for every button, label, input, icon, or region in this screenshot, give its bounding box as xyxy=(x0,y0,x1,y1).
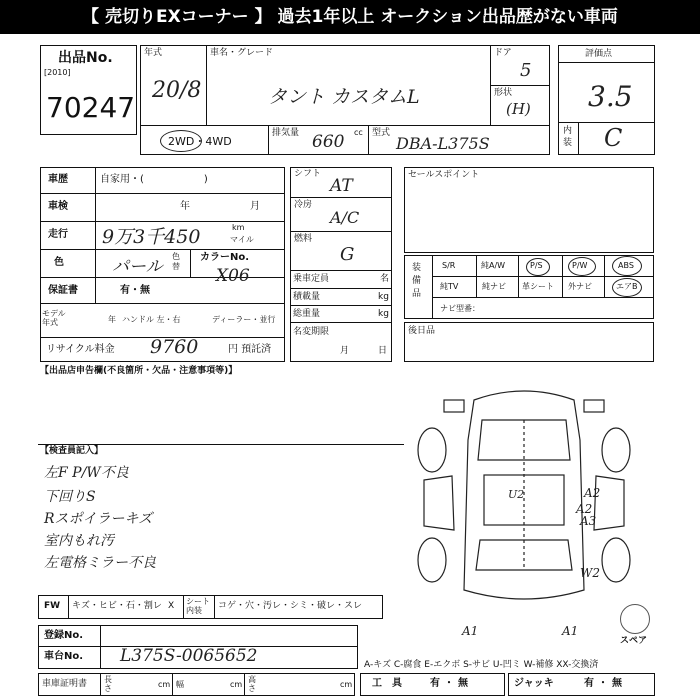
height-label: 高さ xyxy=(248,675,256,693)
diagram-mark-u2: U2 xyxy=(508,488,525,501)
inspect-year: 年 xyxy=(180,201,190,212)
color-label: 色 xyxy=(54,257,64,268)
equip-abs: ABS xyxy=(618,261,634,270)
width-label: 幅 xyxy=(176,680,184,689)
color-code-label: カラーNo. xyxy=(200,252,250,263)
fw-x: X xyxy=(168,601,175,611)
rename-label: 名変期限 xyxy=(293,327,330,337)
score-label: 評価点 xyxy=(585,49,613,59)
mileage-km: km xyxy=(232,223,245,232)
drive-option: 2WD・4WD xyxy=(168,135,232,148)
jack-label: ジャッキ xyxy=(514,678,554,689)
fw-label: FW xyxy=(44,601,61,611)
color-change: 色替 xyxy=(172,252,180,271)
color-code-value: X06 xyxy=(216,266,250,286)
tool-label: 工具 xyxy=(372,678,412,689)
navi-label: ナビ型番： xyxy=(440,304,480,313)
fuel-label: 燃料 xyxy=(294,234,313,244)
mileage-value: 9万3千450 xyxy=(102,226,201,248)
name-value: タント カスタムL xyxy=(268,86,420,108)
height-unit: cm xyxy=(340,680,353,689)
notes-box xyxy=(404,322,654,362)
equip-navi: 純ナビ xyxy=(482,282,506,291)
circle-airbag xyxy=(612,278,642,297)
load-label: 積載量 xyxy=(293,292,321,302)
color-value: パール xyxy=(112,257,163,277)
rename-month: 月 xyxy=(340,346,350,356)
equip-aw: 純A/W xyxy=(481,261,506,270)
warranty-value: 有・無 xyxy=(120,285,150,296)
model-value: DBA-L375S xyxy=(396,134,490,153)
ac-value: A/C xyxy=(330,208,360,227)
model-label: 型式 xyxy=(372,128,391,138)
interior-value: C xyxy=(604,124,623,152)
mileage-label: 走行 xyxy=(48,229,68,240)
capacity-unit: 名 xyxy=(380,274,390,284)
header-banner: 【 売切りEXコーナー 】 過去1年以上 オークション出品歴がない車両 xyxy=(0,0,700,34)
fw-text1: キズ・ヒビ・石・割レ xyxy=(72,601,162,611)
equip-leather: 革シート xyxy=(522,282,554,291)
equip-tv: 純TV xyxy=(440,282,459,291)
inspector-line-2: 下回りS xyxy=(44,489,96,505)
sales-label: セールスポイント xyxy=(408,170,480,180)
mileage-mile: マイル xyxy=(230,235,254,244)
ac-label: 冷房 xyxy=(294,200,313,210)
chassis-label: 車台No. xyxy=(44,651,84,662)
circle-ps xyxy=(526,258,550,276)
shape-value: (H) xyxy=(506,100,531,118)
fw-text2: コゲ・穴・汚レ・シミ・破レ・スレ xyxy=(218,601,363,611)
drive-circle xyxy=(160,130,202,152)
disp-unit: cc xyxy=(354,128,363,137)
use-label: 車歴 xyxy=(48,174,68,185)
length-unit: cm xyxy=(158,680,171,689)
remarks-label: 【出品店申告欄(不良箇所・欠品・注意事項等)】 xyxy=(40,366,238,376)
diagram-mark-a2-top: A2 xyxy=(584,486,601,500)
capacity-label: 乗車定員 xyxy=(293,274,330,284)
diagram-mark-a1-left: A1 xyxy=(462,624,479,638)
disp-label: 排気量 xyxy=(272,128,300,138)
handle-label: ハンドル 左・右 xyxy=(122,315,181,324)
inspect-month: 月 xyxy=(250,201,260,212)
inspector-line-4: 室内もれ汚 xyxy=(44,533,114,549)
diagram-mark-a2-side: A2 xyxy=(576,502,593,516)
jack-value: 有・無 xyxy=(584,678,626,689)
recycle-label: リサイクル料金 xyxy=(46,344,115,355)
diagram-mark-a1-right: A1 xyxy=(562,624,579,638)
interior-label: 内装 xyxy=(563,126,573,148)
inspector-line-3: Rスポイラーキズ xyxy=(44,511,153,527)
lot-label: 出品No. xyxy=(58,50,113,66)
equipment-label: 装備品 xyxy=(412,263,422,299)
rename-day: 日 xyxy=(378,346,388,356)
doors-label: ドア xyxy=(494,48,512,58)
inspect-label: 車検 xyxy=(48,201,68,212)
weight-label: 総重量 xyxy=(293,309,321,319)
recycle-value: 9760 xyxy=(150,336,199,358)
length-label: 長さ xyxy=(104,675,112,693)
reg-label: 登録No. xyxy=(44,630,84,641)
shape-label: 形状 xyxy=(494,88,513,98)
width-unit: cm xyxy=(230,680,243,689)
spare-label: スペア xyxy=(620,636,648,646)
use-value: 自家用・( ) xyxy=(100,174,208,185)
doors-value: 5 xyxy=(520,60,532,81)
inspector-line-1: 左F P/W不良 xyxy=(44,465,129,481)
weight-unit: kg xyxy=(378,309,389,319)
equip-airbag: エアB xyxy=(616,282,638,291)
year-value: 20/8 xyxy=(152,78,202,103)
warranty-label: 保証書 xyxy=(48,285,78,296)
model-year-unit: 年 xyxy=(108,315,116,324)
load-unit: kg xyxy=(378,292,389,302)
tool-value: 有・無 xyxy=(430,678,472,689)
shift-label: シフト xyxy=(294,169,322,179)
lot-number: 70247 xyxy=(46,91,136,124)
equip-extnavi: 外ナビ xyxy=(568,282,592,291)
chassis-value: L375S-0065652 xyxy=(120,646,258,666)
circle-abs xyxy=(612,256,642,276)
lot-year-tag: [2010] xyxy=(44,68,71,77)
diagram-mark-w2: W2 xyxy=(580,566,600,580)
notes-label: 後日品 xyxy=(408,326,436,336)
damage-legend: A-キズ C-腐食 E-エクボ S-サビ U-凹ミ W-補修 XX-交換済 xyxy=(364,660,599,670)
inspector-line-5: 左電格ミラー不良 xyxy=(44,555,156,571)
fw-sheet: シート内装 xyxy=(186,597,210,615)
equip-pw: P/W xyxy=(572,261,588,270)
dealer-label: ディーラー・並行 xyxy=(212,315,276,324)
fuel-value: G xyxy=(340,244,355,265)
circle-pw xyxy=(568,257,596,276)
spare-tire-icon xyxy=(620,604,650,634)
equip-sr: S/R xyxy=(442,261,456,270)
year-label: 年式 xyxy=(144,48,163,58)
equip-ps: P/S xyxy=(530,261,543,270)
disp-value: 660 xyxy=(312,132,345,152)
score-value: 3.5 xyxy=(588,80,633,113)
shift-value: AT xyxy=(330,176,353,196)
inspector-label: 【検査員記入】 xyxy=(40,446,104,456)
diagram-mark-a3: A3 xyxy=(580,514,597,528)
cert-label: 車庫証明書 xyxy=(42,679,88,689)
model-year-label: モデル年式 xyxy=(42,309,66,327)
name-label: 車名・グレード xyxy=(210,48,274,58)
recycle-unit: 円 預託済 xyxy=(228,344,272,355)
